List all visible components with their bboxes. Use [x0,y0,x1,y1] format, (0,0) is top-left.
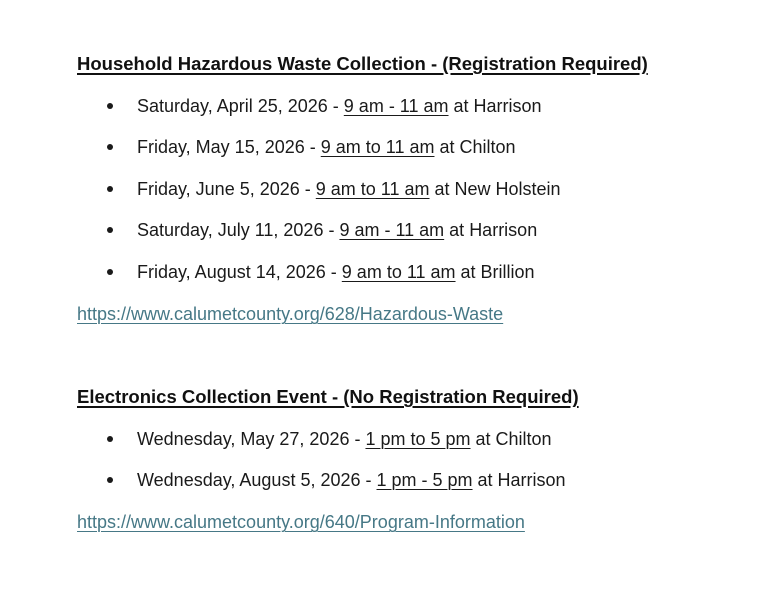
event-time-link[interactable]: 1 pm - 5 pm [376,470,473,490]
event-date: Saturday, July 11, 2026 [137,220,324,240]
hazardous-waste-url-link[interactable]: https://www.calumetcounty.org/628/Hazardous-Waste [77,304,504,324]
bullet-icon [107,144,113,150]
electronics-collection-heading: Electronics Collection Event - (No Registration Required) [77,386,579,407]
event-date: Saturday, April 25, 2026 [137,96,328,116]
event-time-link[interactable]: 9 am - 11 am [343,96,449,116]
event-location: Harrison [473,96,542,116]
event-time-link[interactable]: 9 am to 11 am [341,262,456,282]
event-time-link[interactable]: 1 pm to 5 pm [365,429,471,449]
event-location: Harrison [497,470,566,490]
bullet-icon [107,103,113,109]
event-location: Brillion [480,262,535,282]
bullet-icon [107,477,113,483]
event-location: Harrison [469,220,538,240]
event-date: Wednesday, May 27, 2026 [137,429,350,449]
event-time-link[interactable]: 9 am - 11 am [339,220,445,240]
hazardous-waste-heading: Household Hazardous Waste Collection - (Registration Required) [77,53,648,74]
bullet-icon [107,436,113,442]
event-date: Friday, June 5, 2026 [137,179,300,199]
event-location: Chilton [459,137,516,157]
electronics-program-url-link[interactable]: https://www.calumetcounty.org/640/Program-Information [77,512,525,532]
event-time-link[interactable]: 9 am to 11 am [320,137,435,157]
bullet-icon [107,227,113,233]
event-location: New Holstein [454,179,561,199]
event-time-link[interactable]: 9 am to 11 am [315,179,430,199]
bullet-icon [107,269,113,275]
event-date: Wednesday, August 5, 2026 [137,470,361,490]
event-date: Friday, August 14, 2026 [137,262,326,282]
event-location: Chilton [495,429,552,449]
bullet-icon [107,186,113,192]
event-date: Friday, May 15, 2026 [137,137,305,157]
